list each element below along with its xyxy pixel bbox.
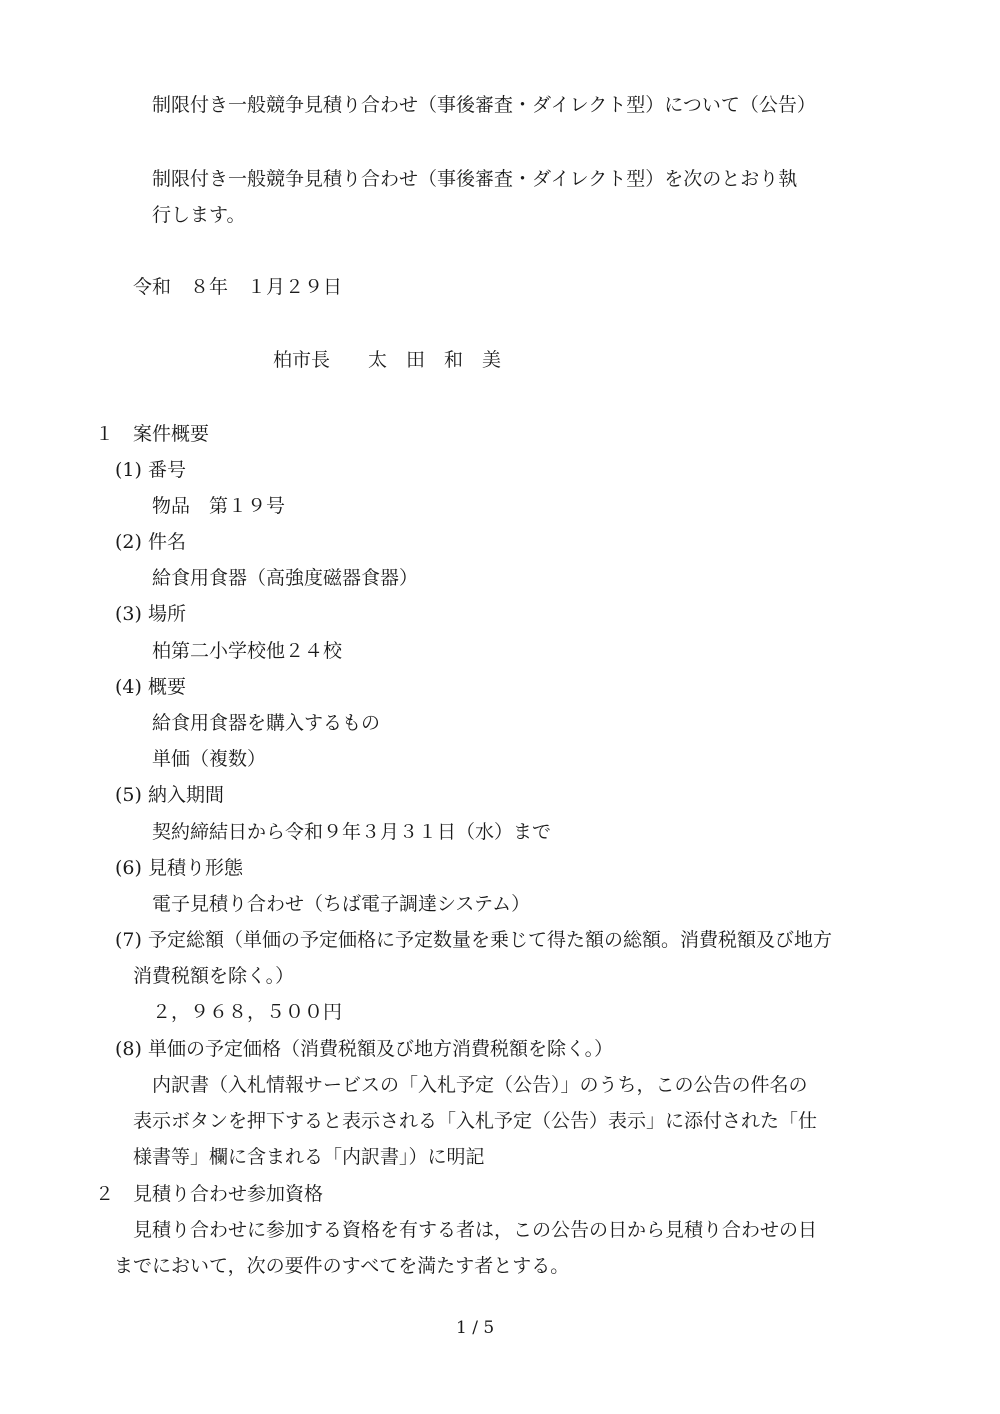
intro-line-1: 制限付き一般競争見積り合わせ（事後審査・ダイレクト型）を次のとおり執	[152, 168, 798, 190]
item-7-label-cont: 消費税額を除く。）	[133, 965, 295, 987]
notice-date: 令和 ８年 １月２９日	[133, 276, 343, 298]
section-2-text-1: 見積り合わせに参加する資格を有する者は，この公告の日から見積り合わせの日	[133, 1219, 818, 1241]
item-3-value: 柏第二小学校他２４校	[152, 640, 343, 662]
item-5-value: 契約締結日から令和９年３月３１日（水）まで	[152, 821, 552, 843]
item-4-value-2: 単価（複数）	[152, 748, 267, 770]
item-6-value: 電子見積り合わせ（ちば電子調達システム）	[152, 893, 531, 915]
item-2-label: (2) 件名	[115, 531, 186, 553]
item-8-value-3: 様書等」欄に含まれる「内訳書」）に明記	[133, 1146, 485, 1168]
page-number: 1 / 5	[456, 1318, 495, 1338]
item-7-label: (7) 予定総額（単価の予定価格に予定数量を乗じて得た額の総額。消費税額及び地方	[115, 929, 832, 951]
item-8-value-1: 内訳書（入札情報サービスの「入札予定（公告）」のうち，この公告の件名の	[152, 1074, 808, 1096]
item-1-label: (1) 番号	[115, 459, 186, 481]
item-4-value-1: 給食用食器を購入するもの	[152, 712, 381, 734]
item-3-label: (3) 場所	[115, 603, 186, 625]
item-2-value: 給食用食器（高強度磁器食器）	[152, 567, 419, 589]
item-1-value: 物品 第１９号	[152, 495, 286, 517]
intro-line-2: 行します。	[152, 204, 246, 226]
item-4-label: (4) 概要	[115, 676, 186, 698]
section-2-text-2: までにおいて，次の要件のすべてを満たす者とする。	[114, 1255, 570, 1277]
item-8-value-2: 表示ボタンを押下すると表示される「入札予定（公告）表示」に添付された「仕	[133, 1110, 818, 1132]
document-title: 制限付き一般競争見積り合わせ（事後審査・ダイレクト型）について（公告）	[152, 94, 816, 116]
section-1-heading: １ 案件概要	[95, 423, 210, 445]
item-7-value: ２，９６８，５００円	[152, 1001, 343, 1023]
item-8-label: (8) 単価の予定価格（消費税額及び地方消費税額を除く。）	[115, 1038, 614, 1060]
issuer-name: 柏市長 太 田 和 美	[273, 349, 502, 371]
item-6-label: (6) 見積り形態	[115, 857, 243, 879]
item-5-label: (5) 納入期間	[115, 784, 224, 806]
section-2-heading: ２ 見積り合わせ参加資格	[95, 1183, 324, 1205]
